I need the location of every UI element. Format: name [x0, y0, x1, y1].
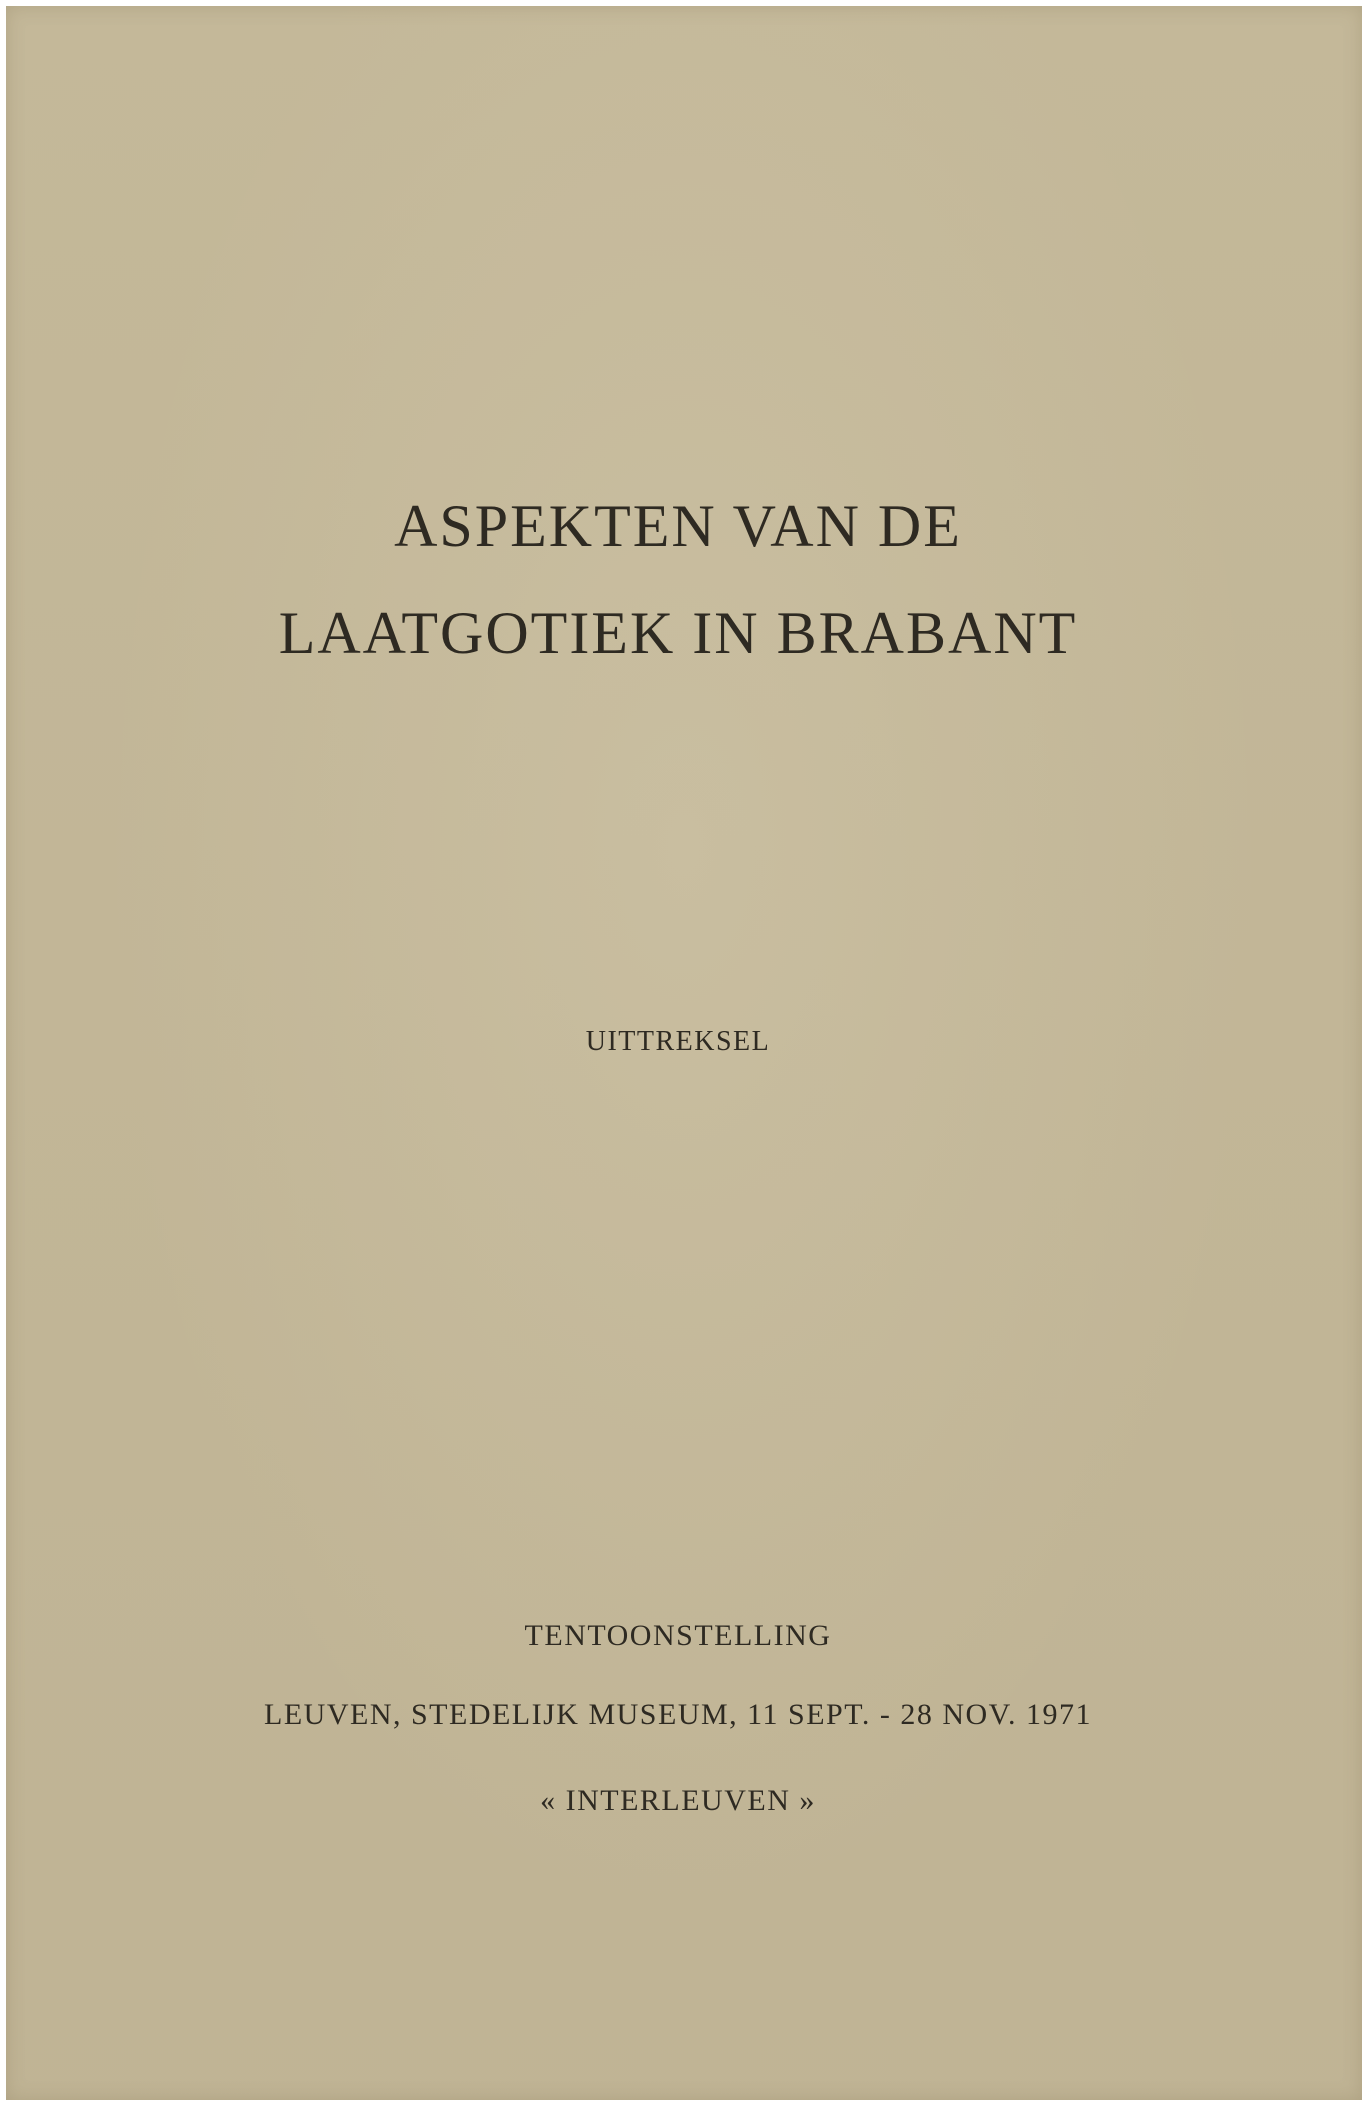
book-cover	[6, 6, 1362, 2100]
exhibition-label: TENTOONSTELLING	[524, 1619, 832, 1652]
subtitle: UITTREKSEL	[585, 1026, 771, 1057]
title-line-2: LAATGOTIEK IN BRABANT	[278, 600, 1078, 666]
title-line-1: ASPEKTEN VAN DE	[394, 493, 962, 559]
venue-dates: LEUVEN, STEDELIJK MUSEUM, 11 SEPT. - 28 NOV. 1971	[264, 1698, 1092, 1731]
event-name: « INTERLEUVEN »	[540, 1784, 816, 1817]
